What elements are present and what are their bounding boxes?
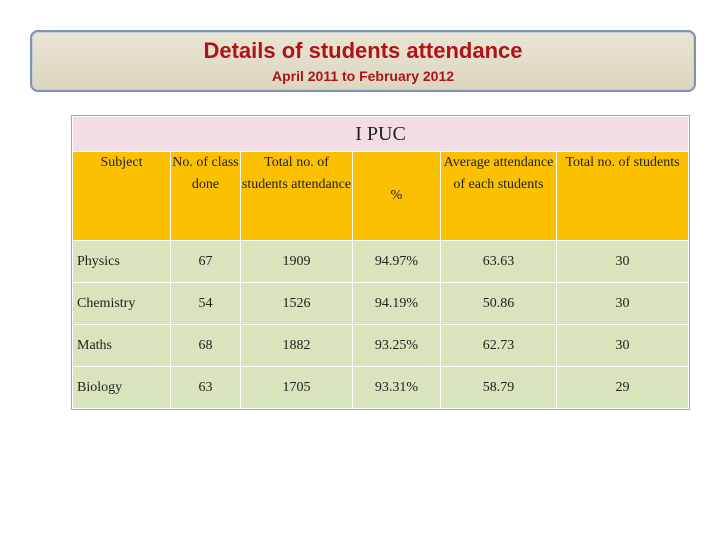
header-average-attendance: Average attendance of each students (441, 152, 557, 241)
cell-students: 30 (557, 241, 689, 283)
cell-subject: Chemistry (73, 283, 171, 325)
header-classes-done: No. of class done (171, 152, 241, 241)
cell-classes: 54 (171, 283, 241, 325)
cell-classes: 68 (171, 325, 241, 367)
cell-students: 30 (557, 283, 689, 325)
cell-subject: Biology (73, 367, 171, 409)
level-heading: I PUC (73, 117, 689, 152)
cell-average: 58.79 (441, 367, 557, 409)
level-row (73, 117, 689, 152)
cell-students: 30 (557, 325, 689, 367)
table-row (73, 241, 689, 283)
cell-attendance: 1526 (241, 283, 353, 325)
table-row (73, 325, 689, 367)
cell-classes: 67 (171, 241, 241, 283)
header-total-students: Total no. of students (557, 152, 689, 241)
page-title: Details of students attendance (203, 38, 523, 63)
title-banner (30, 30, 696, 92)
cell-subject: Maths (73, 325, 171, 367)
cell-attendance: 1909 (241, 241, 353, 283)
header-total-attendance: Total no. of students attendance (241, 152, 353, 241)
cell-attendance: 1882 (241, 325, 353, 367)
cell-percent: 93.31% (353, 367, 441, 409)
cell-average: 50.86 (441, 283, 557, 325)
table-row (73, 367, 689, 409)
cell-average: 62.73 (441, 325, 557, 367)
cell-percent: 94.19% (353, 283, 441, 325)
cell-attendance: 1705 (241, 367, 353, 409)
header-subject: Subject (73, 152, 171, 241)
cell-students: 29 (557, 367, 689, 409)
cell-percent: 94.97% (353, 241, 441, 283)
cell-percent: 93.25% (353, 325, 441, 367)
table-row (73, 283, 689, 325)
cell-subject: Physics (73, 241, 171, 283)
date-range: April 2011 to February 2012 (271, 68, 455, 84)
header-percent: % (353, 152, 441, 241)
attendance-table (72, 116, 689, 409)
cell-classes: 63 (171, 367, 241, 409)
cell-average: 63.63 (441, 241, 557, 283)
header-row (73, 152, 689, 241)
